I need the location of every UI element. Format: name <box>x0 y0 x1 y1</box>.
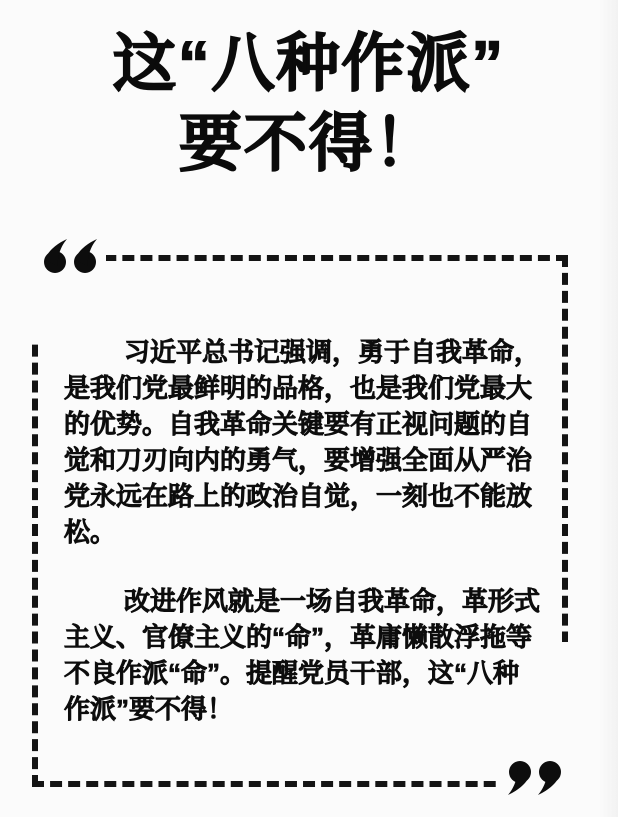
quote-line: 党永远在路上的政治自觉，一刻也不能放 <box>64 481 533 511</box>
quote-line: 松。 <box>64 517 117 547</box>
quote-line: 作派”要不得！ <box>64 694 234 724</box>
quote-line: 主义、官僚主义的“命”，革庸懒散浮拖等 <box>64 622 533 652</box>
page-title <box>0 24 618 184</box>
opening-quote-icon <box>44 239 100 273</box>
quote-line: 的优势。自我革命关键要有正视问题的自 <box>64 409 533 439</box>
quote-body <box>64 334 544 727</box>
quote-line: 觉和刀刃向内的勇气，要增强全面从严治 <box>64 445 533 475</box>
title-line-2: 要不得！ <box>179 109 439 179</box>
quote-line: 习近平总书记强调，勇于自我革命， <box>124 337 541 367</box>
quote-line: 是我们党最鲜明的品格，也是我们党最大 <box>64 373 533 403</box>
closing-quote-icon <box>505 761 561 795</box>
quote-line: 不良作派“命”。提醒党员干部，这“八种 <box>64 658 520 688</box>
title-line-1: 这“八种作派” <box>113 29 505 99</box>
quote-line: 改进作风就是一场自我革命，革形式 <box>124 586 541 616</box>
